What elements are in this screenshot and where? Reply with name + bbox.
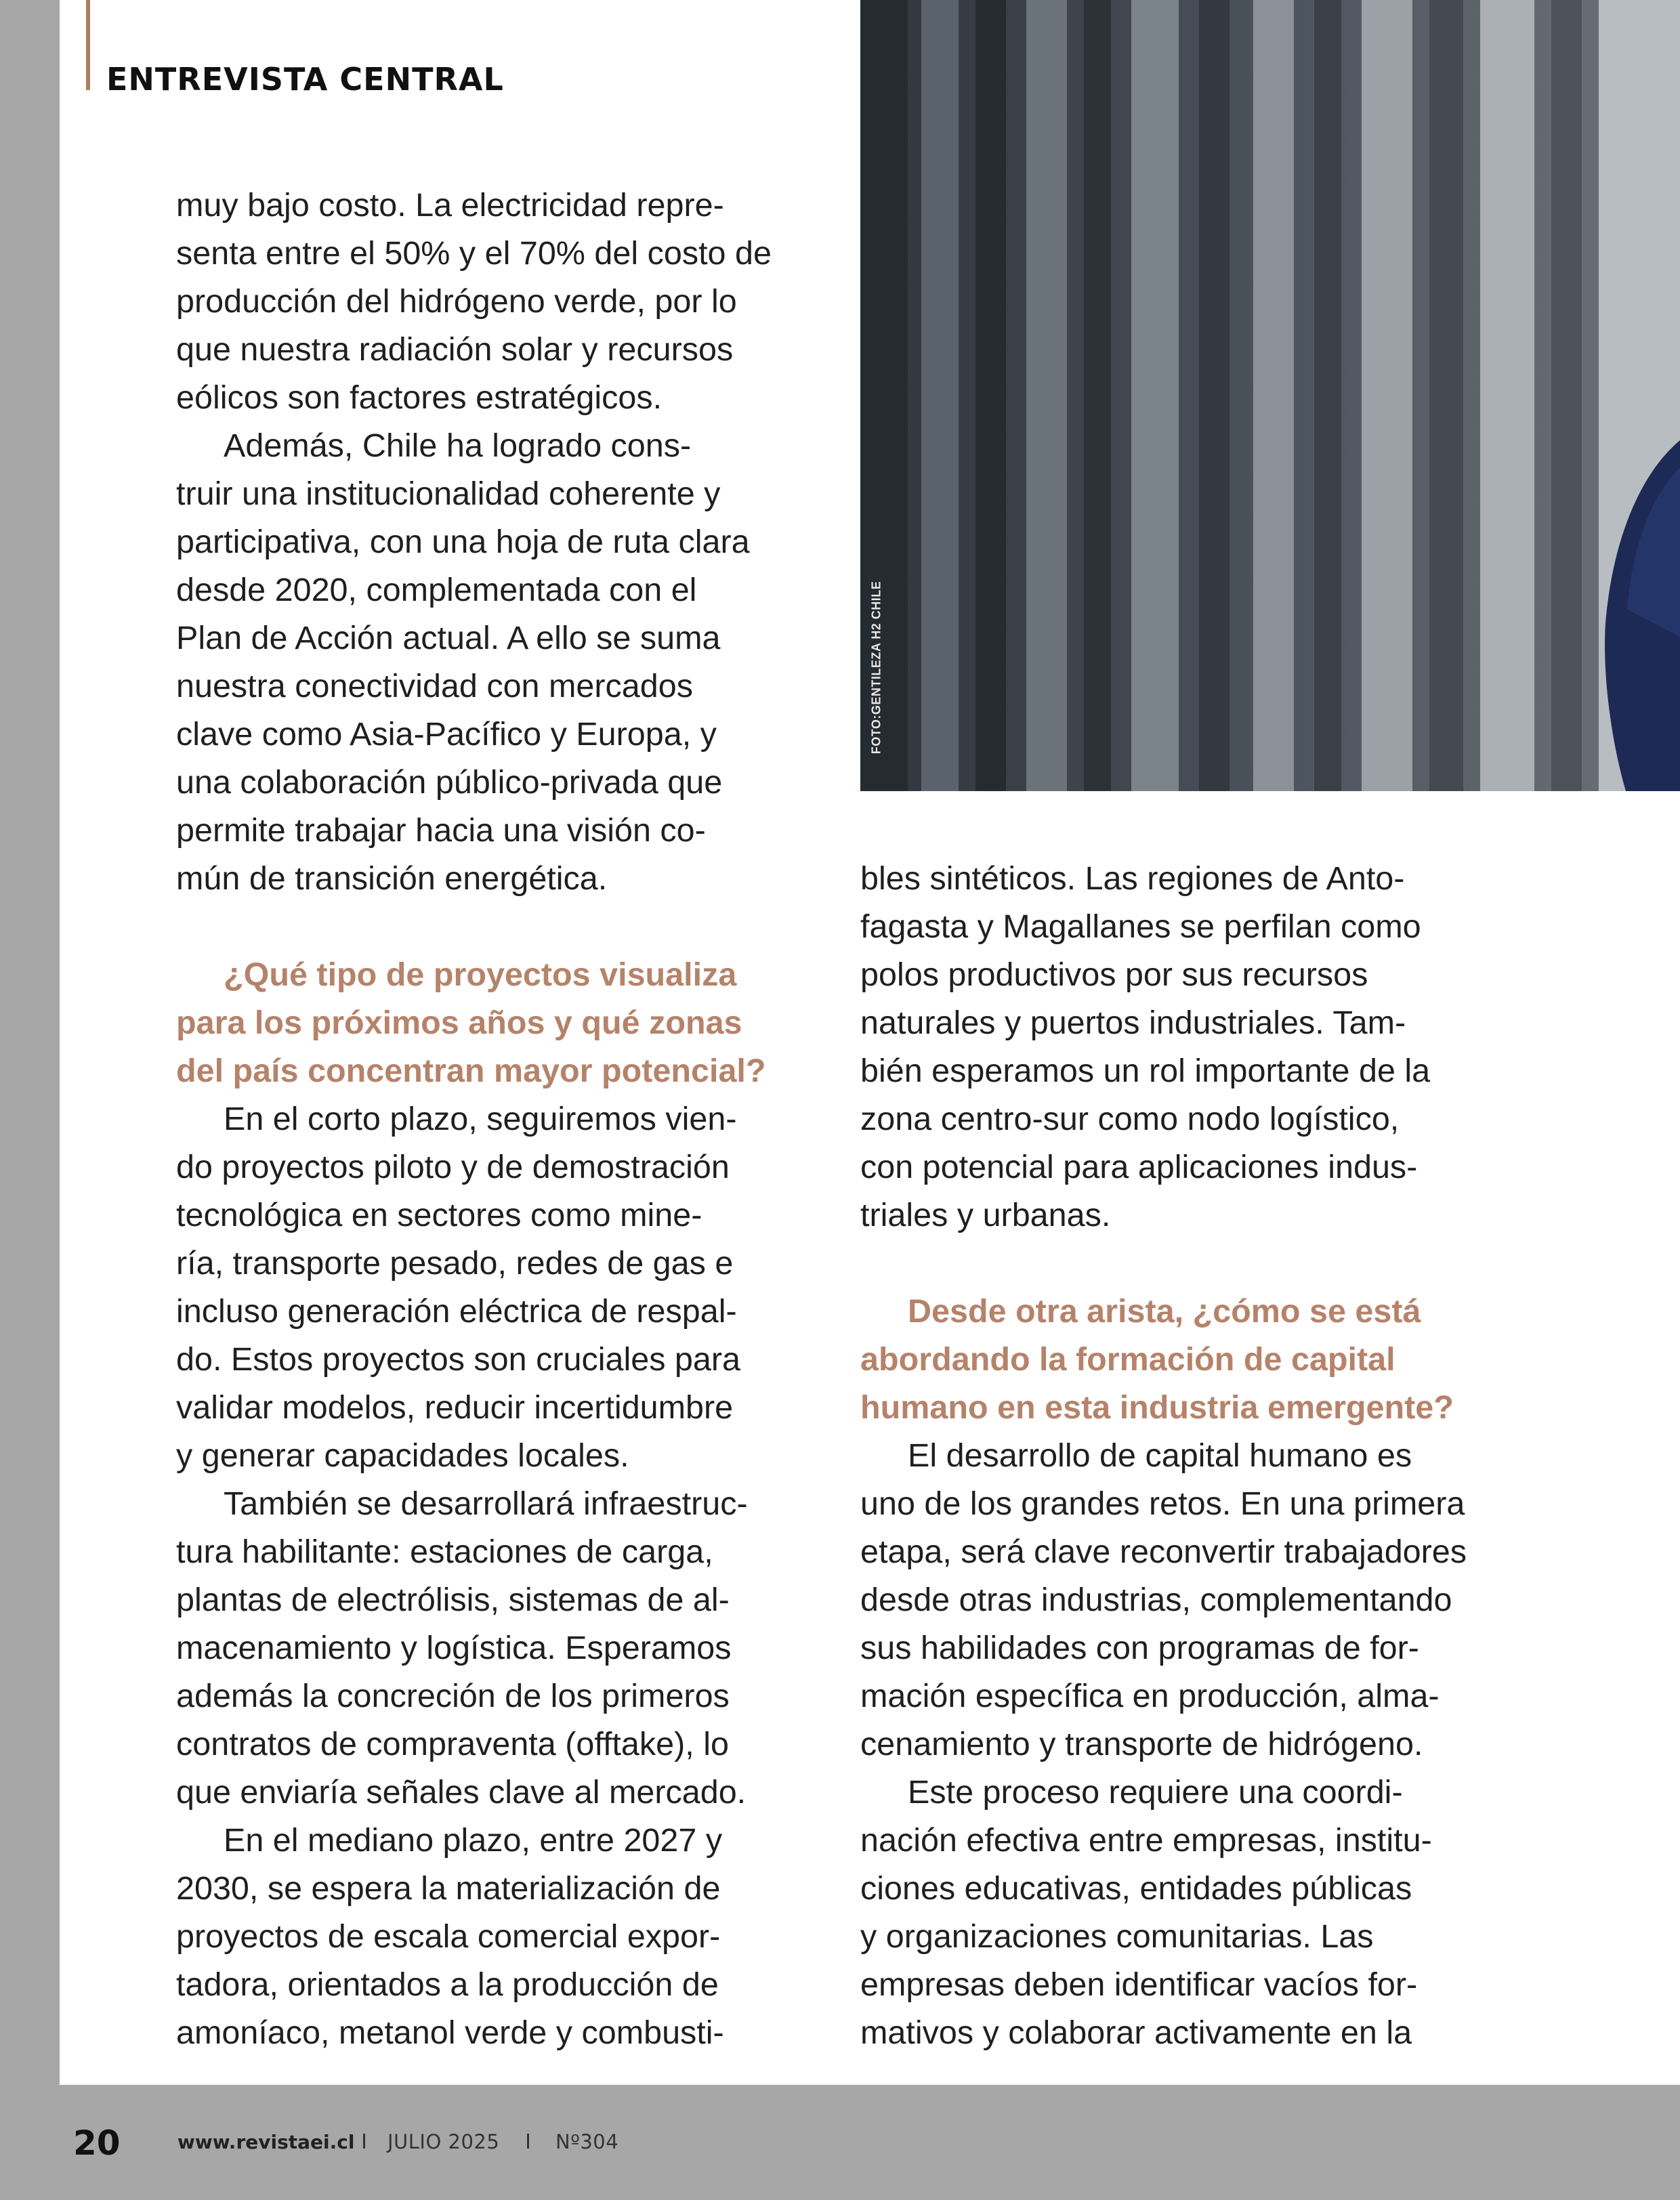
- paragraph: En el corto plazo, seguiremos vien- do proyectos piloto y de demostración tecnológica en sectores como mine- ría, transporte pesado, redes de gas e incluso generación eléctrica de respal- do. Estos proyectos son cruciales para validar modelos, reducir incertidumbre y generar capacidades locales.: [176, 1101, 741, 1474]
- interview-question: Desde otra arista, ¿cómo se está abordando la formación de capital humano en esta industria emergente?: [860, 1293, 1454, 1426]
- footer-separator: [527, 2134, 529, 2149]
- paragraph: Este proceso requiere una coordi- nación efectiva entre empresas, institu- ciones educativas, entidades públicas y organizaciones comunitarias. Las empresas deben identificar vacíos for- mativos y colaborar activamente en la: [860, 1774, 1432, 2051]
- footer-date: JULIO 2025: [387, 2130, 500, 2153]
- spacer: [860, 1240, 1484, 1288]
- interview-question: ¿Qué tipo de proyectos visualiza para los próximos años y qué zonas del país concentran mayor potencial?: [176, 956, 766, 1089]
- interview-photo: [860, 0, 1680, 791]
- footer-website-link[interactable]: www.revistaei.cl: [177, 2131, 355, 2153]
- section-label: ENTREVISTA CENTRAL: [106, 61, 504, 98]
- article-column-left: [176, 182, 799, 2057]
- paragraph: El desarrollo de capital humano es uno de los grandes retos. En una primera etapa, será clave reconvertir trabajadores desde otras industrias, complementando sus habilidades con programas de for- mación específica en producción, alma- cenamiento y transporte de hidrógeno.: [860, 1437, 1467, 1762]
- paragraph: muy bajo costo. La electricidad repre- senta entre el 50% y el 70% del costo de producción del hidrógeno verde, por lo que nuestra radiación solar y recursos eólicos son factores estratégicos.: [176, 187, 772, 416]
- footer-issue: Nº304: [555, 2130, 619, 2153]
- photo-credit: FOTO:GENTILEZA H2 CHILE: [869, 580, 883, 754]
- photo-background: [860, 0, 1680, 791]
- accent-bar: [86, 0, 90, 90]
- spacer: [176, 903, 799, 951]
- article-column-right: [860, 855, 1484, 2057]
- paragraph: En el mediano plazo, entre 2027 y 2030, se espera la materialización de proyectos de escala comercial expor- tadora, orientados a la producción de amoníaco, metanol verde y combusti-: [176, 1822, 724, 2051]
- paragraph: Además, Chile ha logrado cons- truir una institucionalidad coherente y participativa, con una hoja de ruta clara desde 2020, complementada con el Plan de Acción actual. A ello se suma nuestra conectividad con mercados clave como Asia-Pacífico y Europa, y una colaboración público-privada que permite trabajar hacia una visión co- mún de transición energética.: [176, 427, 750, 897]
- footer-separator: [363, 2134, 365, 2149]
- paragraph: bles sintéticos. Las regiones de Anto- fagasta y Magallanes se perfilan como polos productivos por sus recursos naturales y puertos industriales. Tam- bién esperamos un rol importante de la zona centro-sur como nodo logístico, con potencial para aplicaciones indus- triales y urbanas.: [860, 860, 1431, 1233]
- paragraph: También se desarrollará infraestruc- tura habilitante: estaciones de carga, plantas de electrólisis, sistemas de al- macenamiento y logística. Esperamos además la concreción de los primeros contratos de compraventa (offtake), lo que enviaría señales clave al mercado.: [176, 1485, 748, 1811]
- page-number: 20: [73, 2123, 121, 2163]
